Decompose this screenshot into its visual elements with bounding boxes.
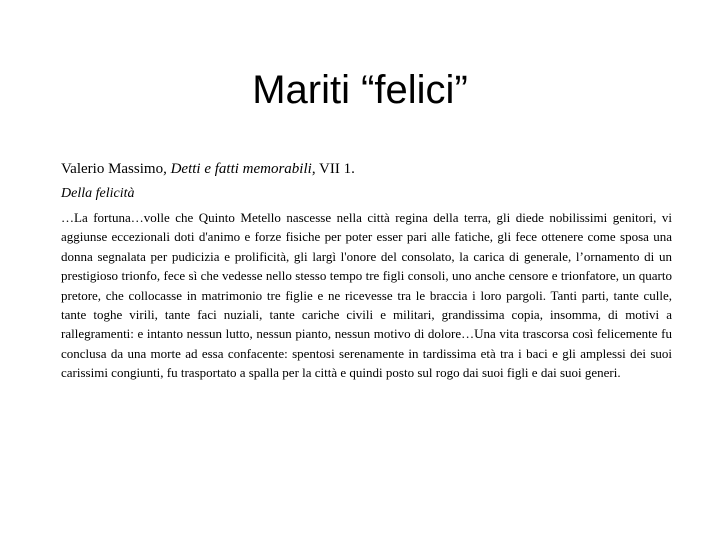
section-label: Della felicità [61, 186, 135, 201]
source-reference: , VII 1. [311, 161, 355, 177]
slide-title: Mariti “felici” [252, 68, 468, 112]
slide-body [61, 159, 672, 383]
source-citation [61, 159, 672, 179]
source-author: Valerio Massimo, [61, 161, 171, 177]
source-work-title: Detti e fatti memorabili [170, 161, 312, 177]
quoted-passage: …La fortuna…volle che Quinto Metello nascesse nella città regina della terra, gli diede nobilissimi genitori, vi aggiunse eccezionali doti d'animo e forze fisiche per poter esser pari alle fatiche, gli fece ottenere come sposa una donna segnalata per pudicizia e prolificità, gli largì l'onore del consolato, la carica di generale, l’ornamento di un prestigioso trionfo, fece sì che vedesse nello stesso tempo tre figli consoli, uno anche censore e trionfatore, un quarto pretore, che collocasse in matrimonio tre figlie e ne ricevesse tra le braccia i loro pargoli. Tanti parti, tante culle, tante toghe virili, tante faci nuziali, tante cariche civili e militari, grandissima copia, insomma, di motivi a rallegramenti: e intanto nessun lutto, nessun pianto, nessun motivo di dolore…Una vita trascorsa così felicemente fu conclusa da una morte ad essa confacente: spentosi serenamente in tardissima età tra i baci e gli amplessi dei suoi carissimi congiunti, fu trasportato a spalla per la città e quindi posto sul rogo dai suoi figli e dai suoi generi. [61, 210, 672, 381]
